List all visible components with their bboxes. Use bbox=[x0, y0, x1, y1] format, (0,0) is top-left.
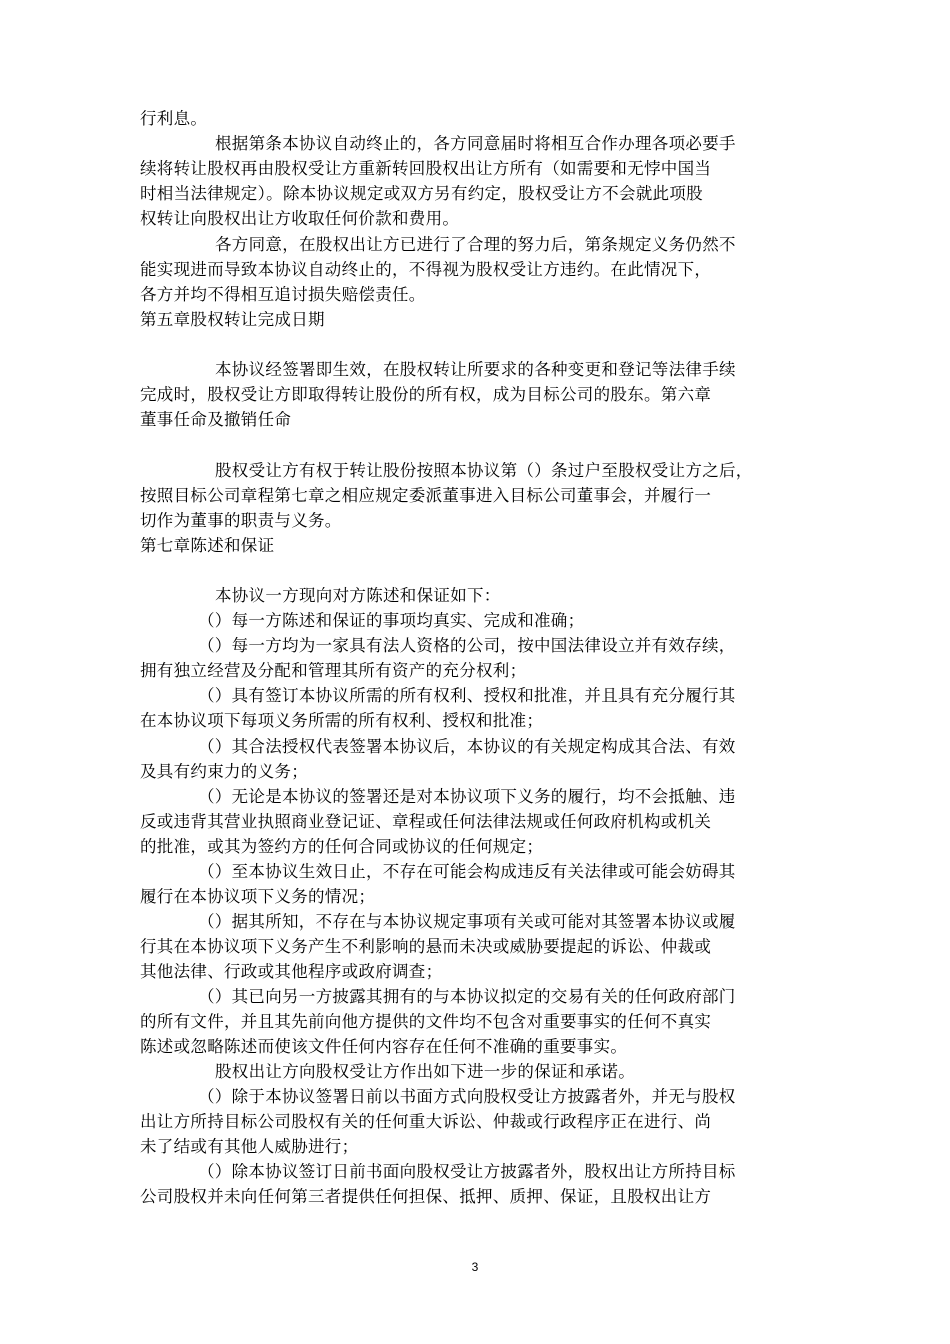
text-line: 时相当法律规定）。除本协议规定或双方另有约定，股权受让方不会就此项股 bbox=[140, 184, 703, 203]
text-line: 能实现进而导致本协议自动终止的，不得视为股权受让方违约。在此情况下， bbox=[140, 260, 712, 279]
text-line: 出让方所持目标公司股权有关的任何重大诉讼、仲裁或行政程序正在进行、尚 bbox=[140, 1112, 712, 1131]
paragraph-first-line: 本协议经签署即生效，在股权转让所要求的各种变更和登记等法律手续 bbox=[215, 360, 736, 379]
text-line: 完成时，股权受让方即取得转让股份的所有权，成为目标公司的股东。第六章 bbox=[140, 385, 712, 404]
list-item: （）具有签订本协议所需的所有权利、授权和批准，并且具有充分履行其 bbox=[198, 686, 736, 705]
text-line: 其他法律、行政或其他程序或政府调查； bbox=[140, 962, 443, 981]
text-line: 未了结或有其他人威胁进行； bbox=[140, 1137, 359, 1156]
text-line: 权转让向股权出让方收取任何价款和费用。 bbox=[140, 209, 460, 228]
list-item: （）其合法授权代表签署本协议后，本协议的有关规定构成其合法、有效 bbox=[198, 737, 736, 756]
text-line: 续将转让股权再由股权受让方重新转回股权出让方所有（如需要和无悖中国当 bbox=[140, 159, 712, 178]
list-item: （）每一方均为一家具有法人资格的公司，按中国法律设立并有效存续， bbox=[198, 636, 736, 655]
text-line: 行其在本协议项下义务产生不利影响的悬而未决或威胁要提起的诉讼、仲裁或 bbox=[140, 937, 712, 956]
text-line: 在本协议项下每项义务所需的所有权利、授权和批准； bbox=[140, 711, 544, 730]
text-line: 的批准，或其为签约方的任何合同或协议的任何规定； bbox=[140, 837, 544, 856]
text-line: 履行在本协议项下义务的情况； bbox=[140, 887, 376, 906]
list-item: （）至本协议生效日止，不存在可能会构成违反有关法律或可能会妨碍其 bbox=[198, 862, 736, 881]
chapter-heading: 董事任命及撤销任命 bbox=[140, 410, 292, 429]
paragraph-first-line: 股权出让方向股权受让方作出如下进一步的保证和承诺。 bbox=[215, 1062, 635, 1081]
text-line: 各方并均不得相互追讨损失赔偿责任。 bbox=[140, 285, 426, 304]
text-line: 切作为董事的职责与义务。 bbox=[140, 511, 342, 530]
list-item: （）每一方陈述和保证的事项均真实、完成和准确； bbox=[198, 611, 585, 630]
list-item: （）其已向另一方披露其拥有的与本协议拟定的交易有关的任何政府部门 bbox=[198, 987, 736, 1006]
list-item: （）无论是本协议的签署还是对本协议项下义务的履行，均不会抵触、违 bbox=[198, 787, 736, 806]
text-line: 反或违背其营业执照商业登记证、章程或任何法律法规或任何政府机构或机关 bbox=[140, 812, 712, 831]
text-line: 及具有约束力的义务； bbox=[140, 762, 308, 781]
paragraph-first-line: 股权受让方有权于转让股份按照本协议第（）条过户至股权受让方之后， bbox=[215, 461, 753, 480]
text-line: 按照目标公司章程第七章之相应规定委派董事进入目标公司董事会，并履行一 bbox=[140, 486, 712, 505]
text-line: 行利息。 bbox=[140, 109, 208, 128]
chapter-heading: 第五章股权转让完成日期 bbox=[140, 310, 325, 329]
chapter-heading: 第七章陈述和保证 bbox=[140, 536, 275, 555]
paragraph-first-line: 本协议一方现向对方陈述和保证如下： bbox=[215, 586, 501, 605]
list-item: （）除于本协议签署日前以书面方式向股权受让方披露者外，并无与股权 bbox=[198, 1087, 736, 1106]
text-line: 拥有独立经营及分配和管理其所有资产的充分权利； bbox=[140, 661, 527, 680]
text-line: 的所有文件，并且其先前向他方提供的文件均不包含对重要事实的任何不真实 bbox=[140, 1012, 712, 1031]
paragraph-first-line: 各方同意，在股权出让方已进行了合理的努力后，第条规定义务仍然不 bbox=[215, 235, 736, 254]
list-item: （）据其所知，不存在与本协议规定事项有关或可能对其签署本协议或履 bbox=[198, 912, 736, 931]
page-number: 3 bbox=[471, 1260, 479, 1274]
paragraph-first-line: 根据第条本协议自动终止的，各方同意届时将相互合作办理各项必要手 bbox=[215, 134, 736, 153]
text-line: 陈述或忽略陈述而使该文件任何内容存在任何不准确的重要事实。 bbox=[140, 1037, 628, 1056]
text-line: 公司股权并未向任何第三者提供任何担保、抵押、质押、保证，且股权出让方 bbox=[140, 1187, 712, 1206]
list-item: （）除本协议签订日前书面向股权受让方披露者外，股权出让方所持目标 bbox=[198, 1162, 736, 1181]
